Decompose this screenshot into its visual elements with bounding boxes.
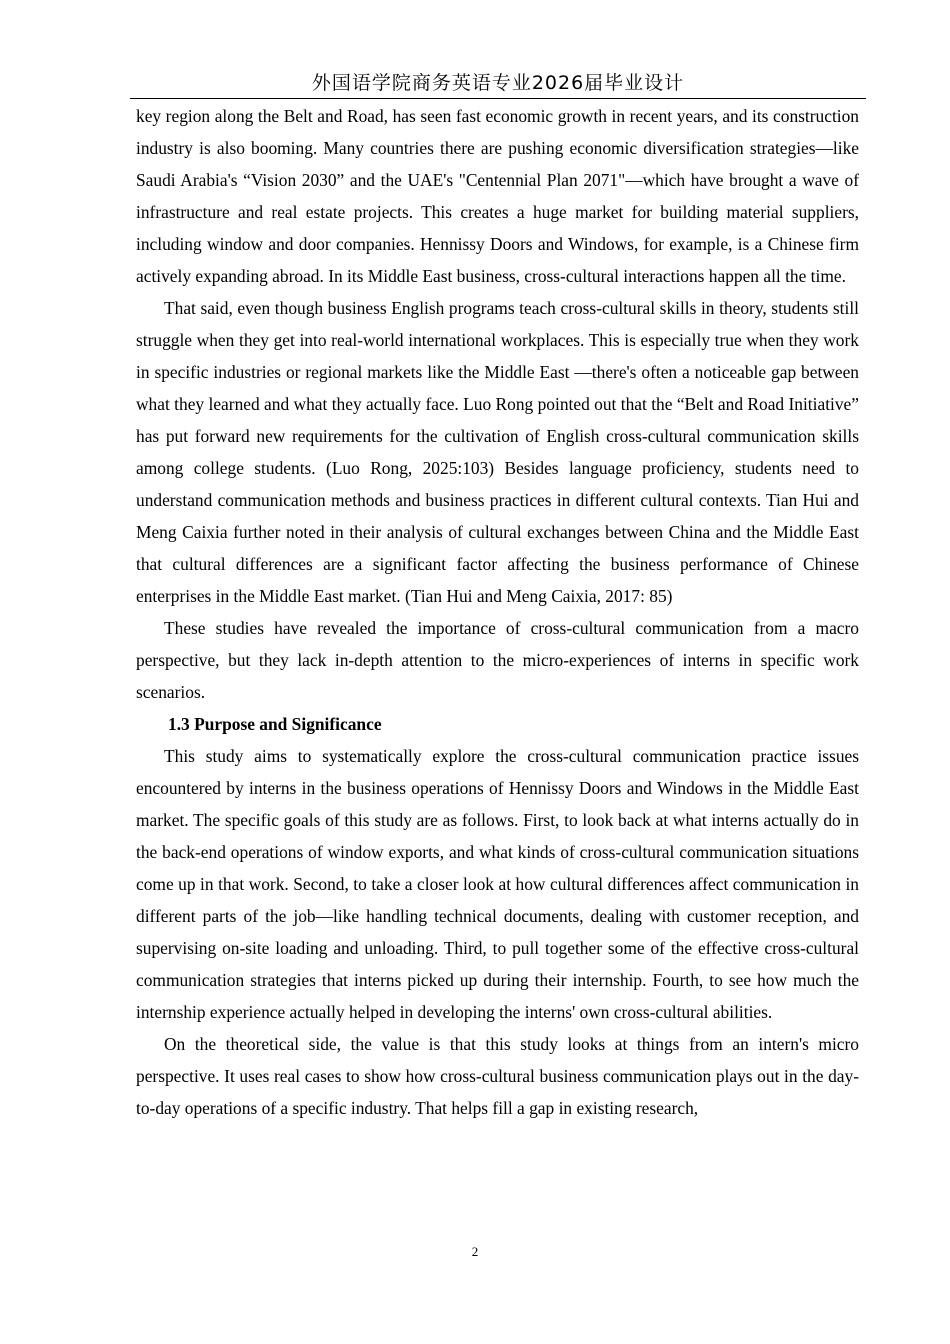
paragraph-5: On the theoretical side, the value is that this study looks at things from an intern's micro perspective. It uses real cases to show how cross-cultural business communication plays out in the day-to-day operations of a specific industry. That helps fill a gap in existing research,: [136, 1034, 859, 1118]
paragraph-4: This study aims to systematically explore the cross-cultural communication practice issues encountered by interns in the business operations of Hennissy Doors and Windows in the Middle East market. The specific goals of this study are as follows. First, to look back at what interns actually do in the back-end operations of window exports, and what kinds of cross-cultural communication situations come up in that work. Second, to take a closer look at how cultural differences affect communication in different parts of the job—like handling technical documents, dealing with customer reception, and supervising on-site loading and unloading. Third, to pull together some of the effective cross-cultural communication strategies that interns picked up during their internship. Fourth, to see how much the internship experience actually helped in developing the interns' own cross-cultural abilities.: [136, 746, 859, 1022]
section-heading: 1.3 Purpose and Significance: [168, 714, 382, 734]
paragraph-3: These studies have revealed the importance of cross-cultural communication from a macro perspective, but they lack in-depth attention to the micro-experiences of interns in specific work scenarios.: [136, 618, 859, 702]
paragraph-1: key region along the Belt and Road, has seen fast economic growth in recent years, and its construction industry is also booming. Many countries there are pushing economic diversification strategies—like Saudi Arabia's “Vision 2030” and the UAE's "Centennial Plan 2071"—which have brought a wave of infrastructure and real estate projects. This creates a huge market for building material suppliers, including window and door companies. Hennissy Doors and Windows, for example, is a Chinese firm actively expanding abroad. In its Middle East business, cross-cultural interactions happen all the time.: [136, 106, 859, 286]
header-divider: [130, 98, 866, 99]
page-number: 2: [471, 1244, 479, 1259]
paragraph-2: That said, even though business English programs teach cross-cultural skills in theory, students still struggle when they get into real-world international workplaces. This is especially true when they work in specific industries or regional markets like the Middle East —there's often a noticeable gap between what they learned and what they actually face. Luo Rong pointed out that the “Belt and Road Initiative” has put forward new requirements for the cultivation of English cross-cultural communication skills among college students. (Luo Rong, 2025:103) Besides language proficiency, students need to understand communication methods and business practices in different cultural contexts. Tian Hui and Meng Caixia further noted in their analysis of cultural exchanges between China and the Middle East that cultural differences are a significant factor affecting the business performance of Chinese enterprises in the Middle East market. (Tian Hui and Meng Caixia, 2017: 85): [136, 298, 859, 606]
body-text: [136, 100, 859, 1124]
page-header-title: 外国语学院商务英语专业2026届毕业设计: [311, 72, 685, 94]
